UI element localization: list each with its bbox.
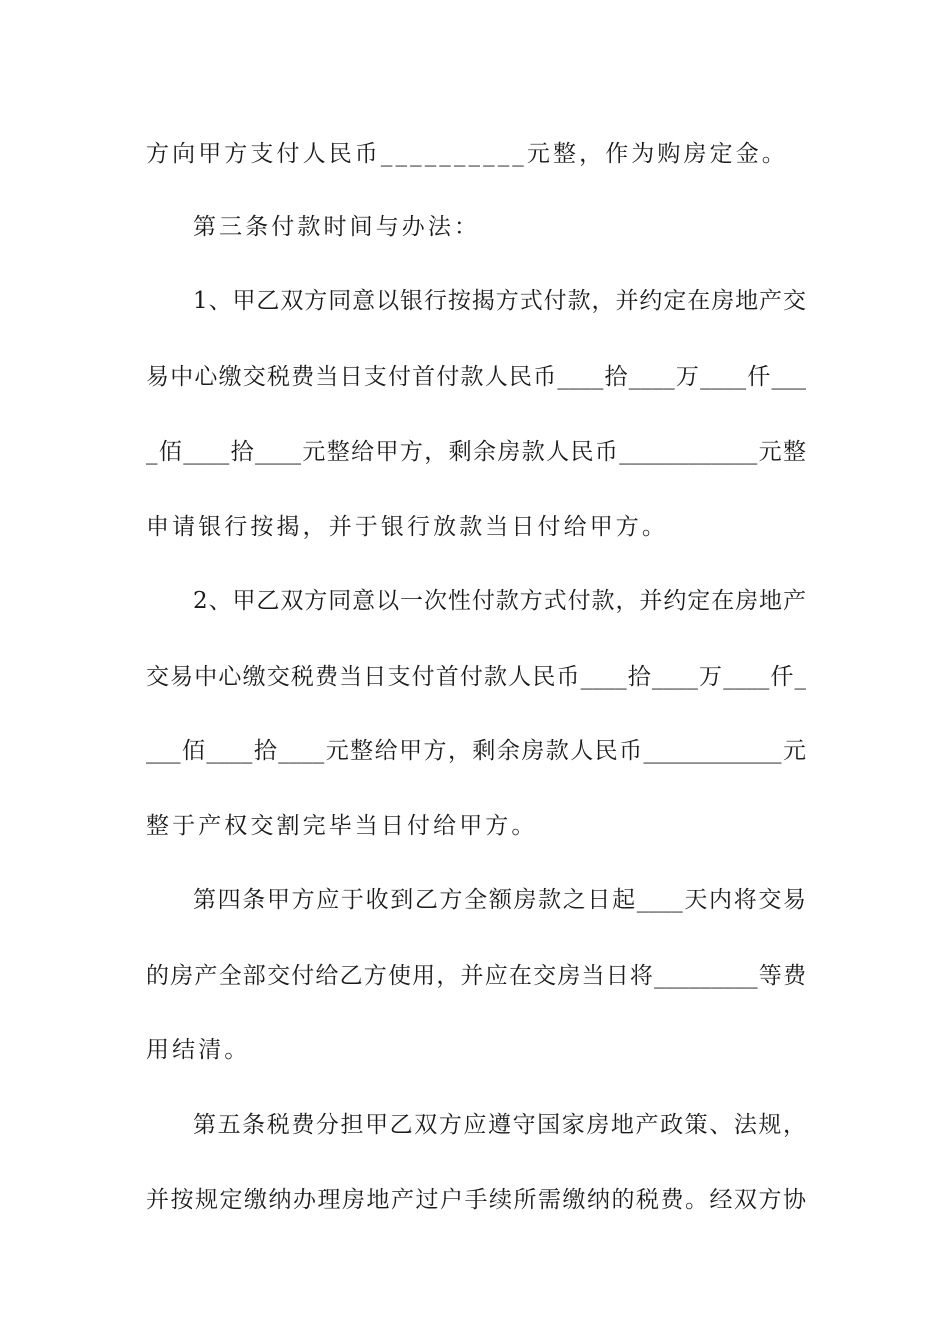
text-line: ___佰____拾____元整给甲方，剩余房款人民币____________元 bbox=[146, 738, 806, 764]
text-line: 整于产权交割完毕当日付给甲方。 bbox=[146, 813, 538, 839]
text-line: 交易中心缴交税费当日支付首付款人民币____拾____万____仟_ bbox=[146, 664, 806, 690]
text-line: 的房产全部交付给乙方使用，并应在交房当日将_________等费 bbox=[146, 963, 806, 989]
section-heading: 第三条付款时间与办法： bbox=[193, 214, 481, 240]
text-line: 方向甲方支付人民币__________元整，作为购房定金。 bbox=[146, 141, 788, 167]
text-line: 1、甲乙双方同意以银行按揭方式付款，并约定在房地产交 bbox=[193, 288, 806, 314]
text-line: _佰____拾____元整给甲方，剩余房款人民币____________元整 bbox=[146, 439, 806, 465]
text-line: 申请银行按揭，并于银行放款当日付给甲方。 bbox=[146, 514, 668, 540]
text-line: 2、甲乙双方同意以一次性付款方式付款，并约定在房地产 bbox=[193, 588, 806, 614]
text-line: 并按规定缴纳办理房地产过户手续所需缴纳的税费。经双方协 bbox=[146, 1187, 806, 1213]
text-line: 用结清。 bbox=[146, 1037, 251, 1063]
section-heading: 第五条税费分担甲乙双方应遵守国家房地产政策、法规， bbox=[193, 1112, 806, 1138]
text-line: 易中心缴交税费当日支付首付款人民币____拾____万____仟___ bbox=[146, 364, 806, 390]
section-heading: 第四条甲方应于收到乙方全额房款之日起____天内将交易 bbox=[193, 887, 806, 913]
